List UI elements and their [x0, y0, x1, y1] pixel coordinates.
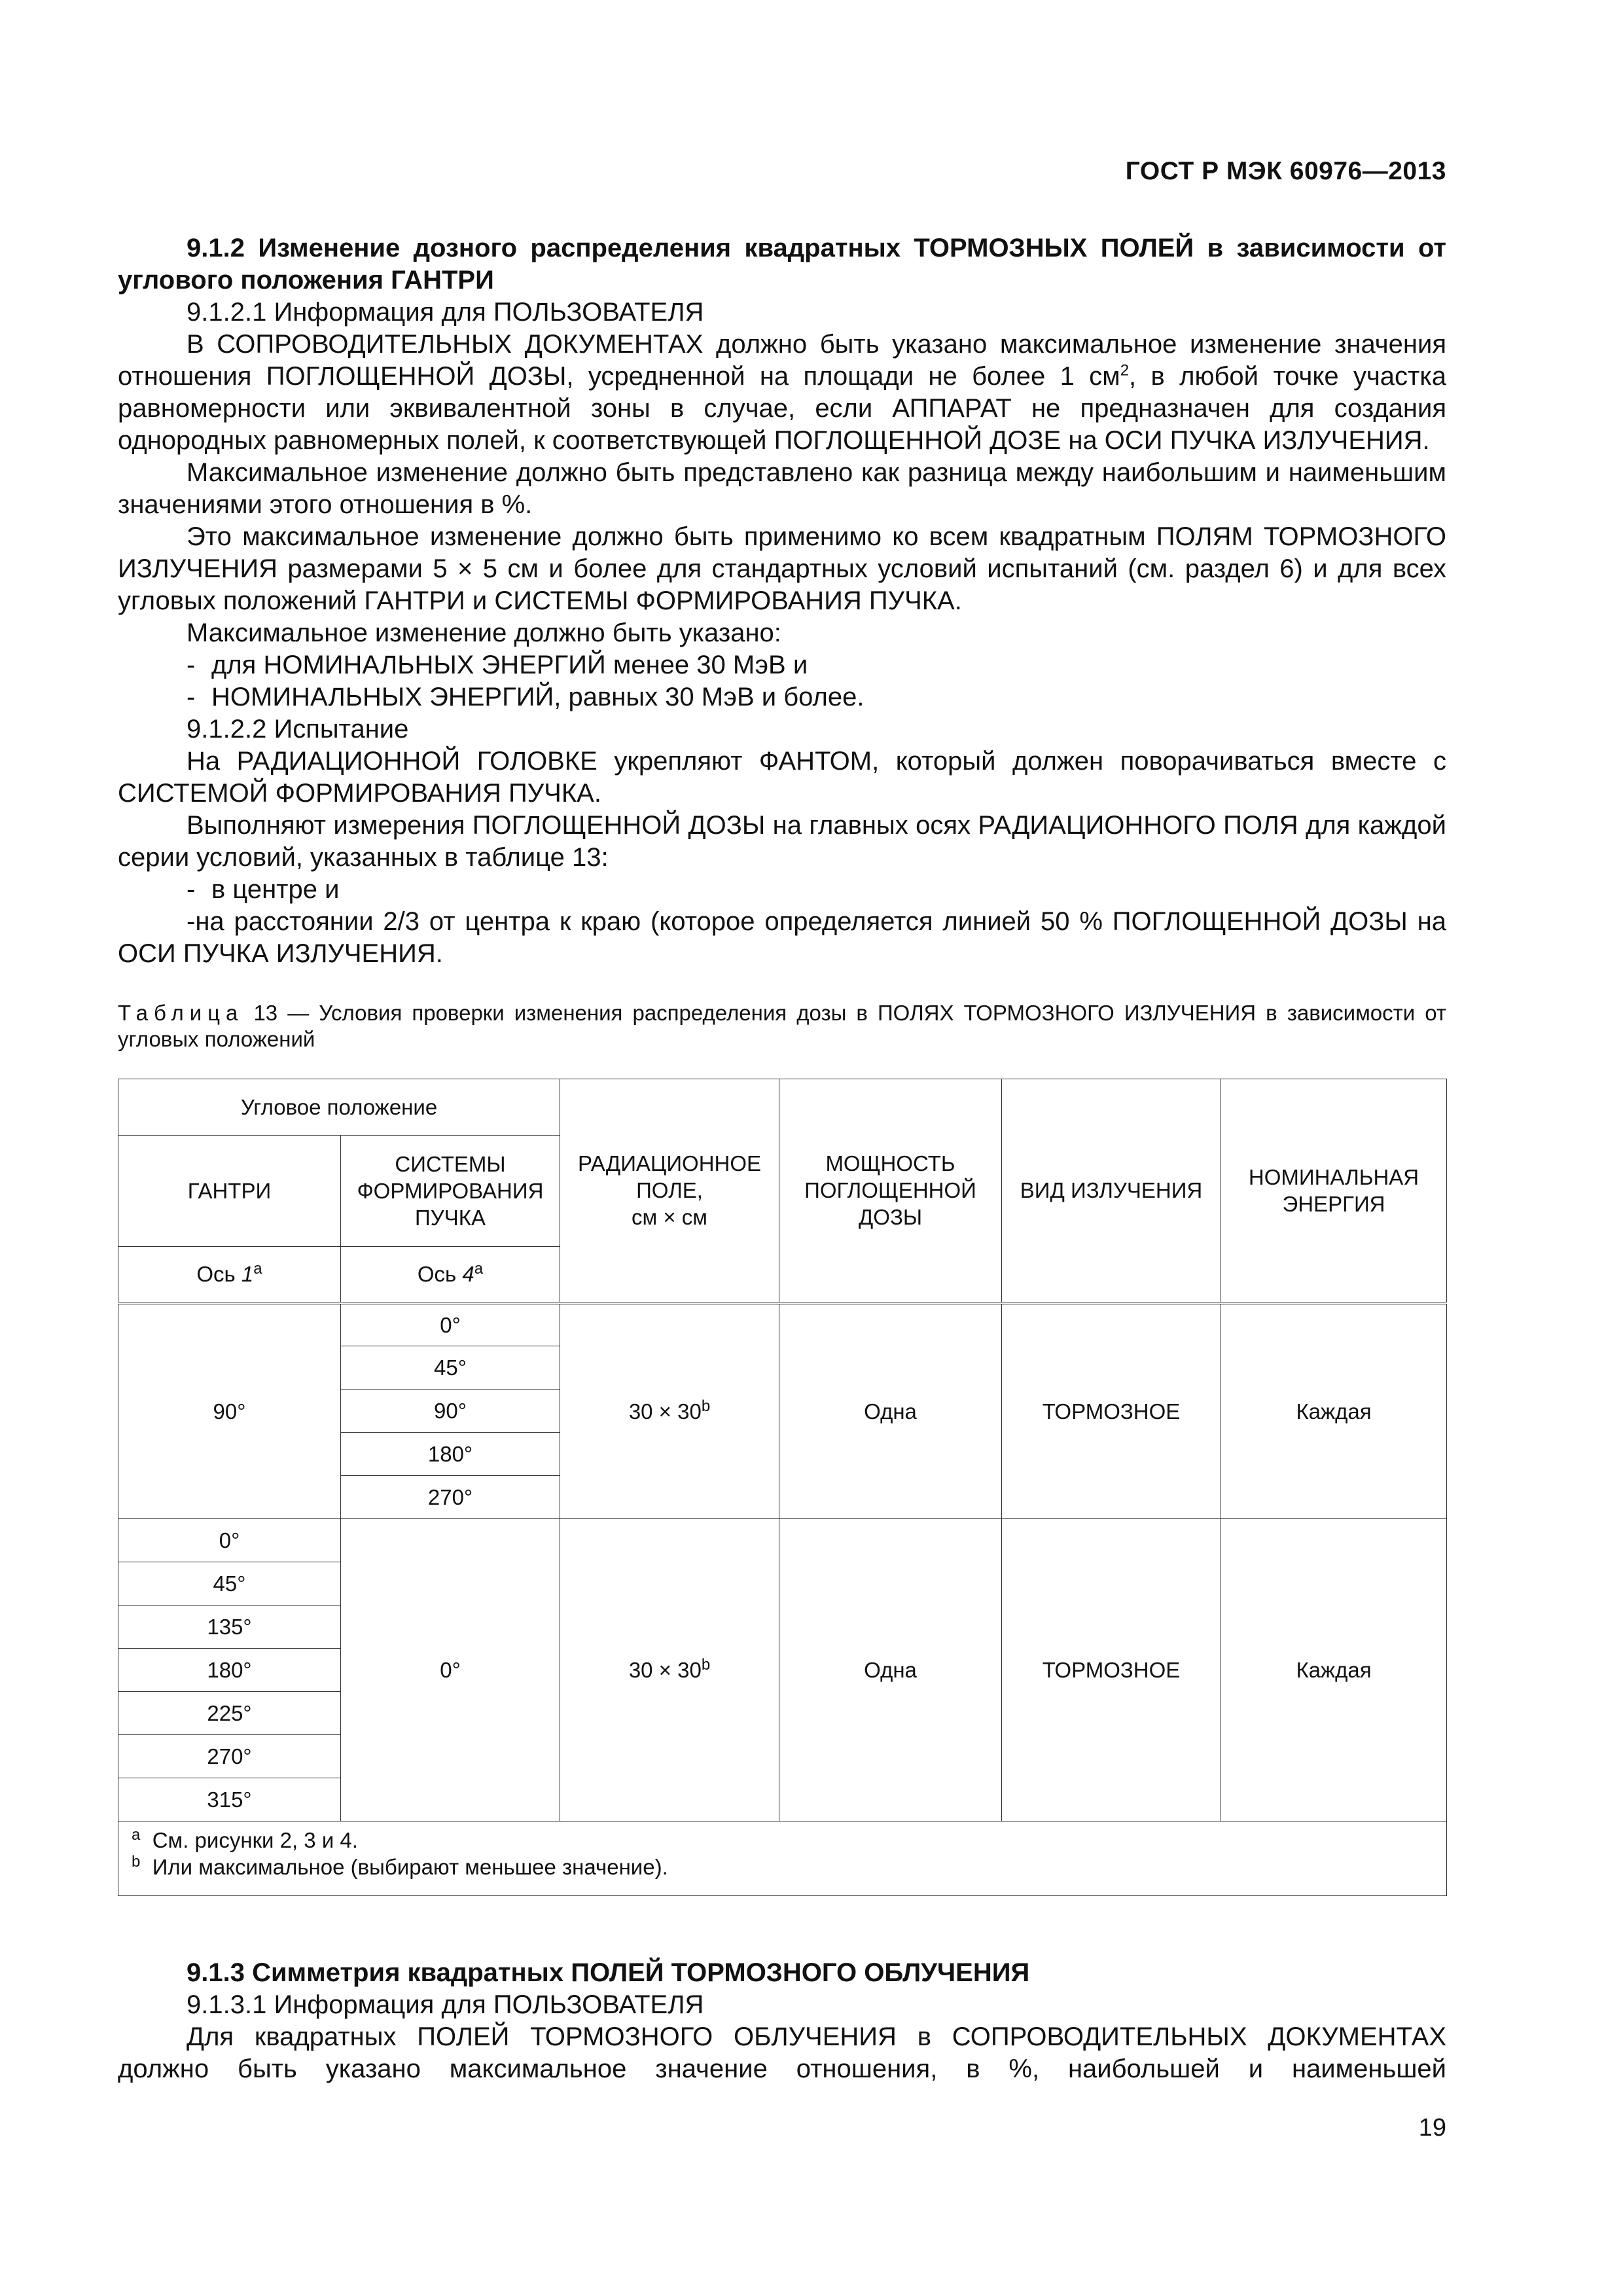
gantry-cell: 0°: [118, 1519, 341, 1562]
bls-cell: 0°: [341, 1519, 560, 1821]
section-title: 9.1.3 Симметрия квадратных ПОЛЕЙ ТОРМОЗНОГО ОБЛУЧЕНИЯ: [187, 1958, 1030, 1987]
dose-rate-cell: Одна: [779, 1303, 1002, 1519]
paragraph: Максимальное изменение должно быть представлено как разница между наибольшим и наименьшим значениями этого отношения в %.: [118, 458, 1446, 519]
list-item: - НОМИНАЛЬНЫХ ЭНЕРГИЙ, равных 30 МэВ и более.: [187, 683, 865, 711]
gantry-cell: 135°: [118, 1605, 341, 1649]
table-footnotes: [118, 1821, 1447, 1896]
document-header: ГОСТ Р МЭК 60976—2013: [1125, 157, 1446, 185]
conditions-table: [118, 1079, 1447, 1896]
gantry-cell: 180°: [118, 1649, 341, 1692]
section-9-1-2: [118, 232, 1446, 970]
paragraph: Выполняют измерения ПОГЛОЩЕННОЙ ДОЗЫ на главных осях РАДИАЦИОННОГО ПОЛЯ для каждой серии условий, указанных в таблице 13:: [118, 811, 1446, 872]
gantry-cell: 270°: [118, 1735, 341, 1778]
paragraph: Максимальное изменение должно быть указано:: [187, 619, 781, 647]
field-cell: $30 \times 30^b$: [560, 1519, 779, 1821]
table-caption: Таблица 13 — Условия проверки изменения распределения дозы в ПОЛЯХ ТОРМОЗНОГО ИЗЛУЧЕНИЯ в зависимости от угловых положений: [118, 1001, 1446, 1051]
dose-rate-cell: Одна: [779, 1519, 1002, 1821]
footnote-b: $^b$ Или максимальное (выбирают меньшее значение).: [132, 1853, 668, 1879]
field-cell: $30 \times 30^b$: [560, 1303, 779, 1519]
radiation-type-cell: ТОРМОЗНОЕ: [1002, 1303, 1221, 1519]
page-number: 19: [1418, 2114, 1446, 2142]
paragraph: Для квадратных ПОЛЕЙ ТОРМОЗНОГО ОБЛУЧЕНИЯ в СОПРОВОДИТЕЛЬНЫХ ДОКУМЕНТАХ должно быть указано максимальное значение отношения, в %, наибольшей и наименьшей: [118, 2022, 1446, 2083]
list-item: - в центре и: [187, 875, 340, 904]
gantry-cell: 45°: [118, 1562, 341, 1605]
bls-cell: 180°: [341, 1433, 560, 1476]
paragraph: На РАДИАЦИОННОЙ ГОЛОВКЕ укрепляют ФАНТОМ, который должен поворачиваться вместе с СИСТЕМОЙ ФОРМИРОВАНИЯ ПУЧКА.: [118, 747, 1446, 808]
paragraph: В СОПРОВОДИТЕЛЬНЫХ ДОКУМЕНТАХ должно быть указано максимальное изменение значения отношения ПОГЛОЩЕННОЙ ДОЗЫ, усредненной на площади не более 1 $см^2$, в любой точке участка равномерности или эквивалентной зоны в случае, если АППАРАТ не предназначен для создания однородных равномерных полей, к соответствующей ПОГЛОЩЕННОЙ ДОЗЕ на ОСИ ПУЧКА ИЗЛУЧЕНИЯ.: [118, 330, 1446, 455]
header-angular-position: Угловое положение: [118, 1079, 560, 1136]
gantry-cell: 315°: [118, 1778, 341, 1821]
gantry-cell: 225°: [118, 1692, 341, 1735]
bls-cell: 270°: [341, 1476, 560, 1519]
bls-cell: 0°: [341, 1303, 560, 1346]
subsection-title: 9.1.3.1 Информация для ПОЛЬЗОВАТЕЛЯ: [187, 1990, 704, 2019]
section-title: 9.1.2 Изменение дозного распределения квадратных ТОРМОЗНЫХ ПОЛЕЙ в зависимости от углового положения ГАНТРИ: [118, 234, 1446, 295]
header-nominal-energy: НОМИНАЛЬНАЯ ЭНЕРГИЯ: [1221, 1079, 1447, 1303]
gantry-cell: 90°: [118, 1303, 341, 1519]
bls-cell: 90°: [341, 1390, 560, 1433]
header-gantry: ГАНТРИ: [118, 1136, 341, 1247]
list-item: -на расстоянии 2/3 от центра к краю (которое определяется линией 50 % ПОГЛОЩЕННОЙ ДОЗЫ на ОСИ ПУЧКА ИЗЛУЧЕНИЯ.: [118, 907, 1446, 968]
footnote-a: $^a$ См. рисунки 2, 3 и 4.: [132, 1826, 358, 1852]
header-beam-limiting-system: СИСТЕМЫ ФОРМИРОВАНИЯ ПУЧКА: [341, 1136, 560, 1247]
header-radiation-type: ВИД ИЗЛУЧЕНИЯ: [1002, 1079, 1221, 1303]
nominal-energy-cell: Каждая: [1221, 1519, 1447, 1821]
paragraph: Это максимальное изменение должно быть применимо ко всем квадратным ПОЛЯМ ТОРМОЗНОГО ИЗЛУЧЕНИЯ размерами 5 × 5 см и более для стандартных условий испытаний (см. раздел 6) и для всех угловых положений ГАНТРИ и СИСТЕМЫ ФОРМИРОВАНИЯ ПУЧКА.: [118, 522, 1446, 615]
axis-4-label: Ось 4$^a$: [341, 1247, 560, 1303]
subsection-title: 9.1.2.2 Испытание: [187, 715, 409, 744]
subsection-title: 9.1.2.1 Информация для ПОЛЬЗОВАТЕЛЯ: [187, 298, 704, 327]
nominal-energy-cell: Каждая: [1221, 1303, 1447, 1519]
bls-cell: 45°: [341, 1346, 560, 1390]
header-dose-rate: МОЩНОСТЬ ПОГЛОЩЕННОЙ ДОЗЫ: [779, 1079, 1002, 1303]
header-radiation-field: РАДИАЦИОННОЕ ПОЛЕ, см × см: [560, 1079, 779, 1303]
section-9-1-3: [118, 1957, 1446, 2085]
axis-1-label: Ось 1$^a$: [118, 1247, 341, 1303]
list-item: - для НОМИНАЛЬНЫХ ЭНЕРГИЙ менее 30 МэВ и: [187, 651, 808, 679]
radiation-type-cell: ТОРМОЗНОЕ: [1002, 1519, 1221, 1821]
